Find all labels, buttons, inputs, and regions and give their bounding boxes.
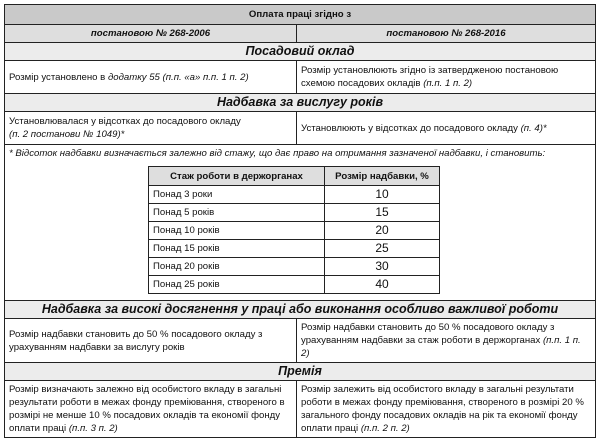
seniority-rates-table: [148, 166, 440, 294]
rate-term: Понад 10 років: [149, 222, 325, 240]
bonus-2016-ref: (п.п. 2 п. 2): [360, 423, 410, 434]
salary-2006-cell: [5, 61, 297, 94]
table-row: [149, 222, 440, 240]
salary-2006-ref: додатку 55 (п.п. «а» п.п. 1 п. 2): [107, 71, 249, 83]
rate-value: 25: [325, 240, 440, 258]
rate-term: Понад 3 роки: [149, 186, 325, 204]
rate-value: 30: [325, 258, 440, 276]
table-row: [149, 276, 440, 294]
rate-term: Понад 25 років: [149, 276, 325, 294]
rate-value: 15: [325, 204, 440, 222]
section-title-bonus: Премія: [5, 363, 596, 381]
salary-2016-cell: [297, 61, 596, 94]
rate-value: 40: [325, 276, 440, 294]
seniority-2006-cell: [5, 112, 297, 145]
salary-2016-ref: (п.п. 1 п. 2): [423, 78, 473, 89]
bonus-2016-cell: [297, 381, 596, 438]
comparison-table: [4, 4, 596, 438]
achievements-2016-text: Розмір надбавки становить до 50 % посадового окладу з урахуванням надбавки за стаж роботи в держорганах: [301, 322, 555, 346]
seniority-2016-cell: [297, 112, 596, 145]
column-header-2016: постановою № 268-2016: [297, 25, 596, 43]
seniority-footnote: * Відсоток надбавки визначається залежно від стажу, що дає право на отримання зазначеної надбавки, і становить:: [9, 148, 546, 159]
rates-header-percent: Розмір надбавки, %: [325, 167, 440, 186]
salary-2006-text: Розмір установлено в: [9, 71, 108, 83]
bonus-2016-text: Розмір залежить від особистого вкладу в загальні результати роботи в межах фонду преміювання, створеного в розмірі 20 % загального фонду посадових окладів на рік та економії фонду оплати праці: [301, 384, 584, 434]
seniority-note-cell: [5, 145, 596, 301]
rate-term: Понад 15 років: [149, 240, 325, 258]
achievements-2006-cell: [5, 319, 297, 363]
salary-2016-text: Розмір установлюють згідно із затвердженою постановою схемою посадових окладів: [301, 65, 559, 89]
bonus-2006-ref: (п.п. 3 п. 2): [68, 423, 118, 434]
seniority-2006-text: Установлювалася у відсотках до посадового окладу: [9, 116, 241, 127]
seniority-2016-text: Установлюють у відсотках до посадового окладу: [301, 122, 521, 134]
achievements-2016-ref: (п.п. 1 п. 2): [301, 335, 581, 359]
section-title-salary: Посадовий оклад: [5, 43, 596, 61]
achievements-2006-text: Розмір надбавки становить до 50 % посадового окладу з урахуванням надбавки за вислугу років: [9, 328, 263, 353]
bonus-2006-text: Розмір визначають залежно від особистого вкладу в загальні результати роботи в межах фонду преміювання, створеного в розмірі не менше 10 % посадових окладів та економії фонду оплати праці: [9, 384, 285, 434]
rate-term: Понад 5 років: [149, 204, 325, 222]
table-row: [149, 240, 440, 258]
rate-value: 20: [325, 222, 440, 240]
rates-header-term: Стаж роботи в держорганах: [149, 167, 325, 186]
table-row: [149, 258, 440, 276]
table-row: [149, 186, 440, 204]
bonus-2006-cell: [5, 381, 297, 438]
rate-value: 10: [325, 186, 440, 204]
table-row: [149, 204, 440, 222]
column-header-2006: постановою № 268-2006: [5, 25, 297, 43]
rate-term: Понад 20 років: [149, 258, 325, 276]
seniority-2016-ref: (п. 4)*: [520, 122, 547, 134]
section-title-seniority: Надбавка за вислугу років: [5, 94, 596, 112]
table-title: Оплата праці згідно з: [5, 5, 596, 25]
achievements-2016-cell: [297, 319, 596, 363]
section-title-achievements: Надбавка за високі досягнення у праці або виконання особливо важливої роботи: [5, 301, 596, 319]
seniority-2006-ref: (п. 2 постанови № 1049)*: [9, 129, 125, 140]
